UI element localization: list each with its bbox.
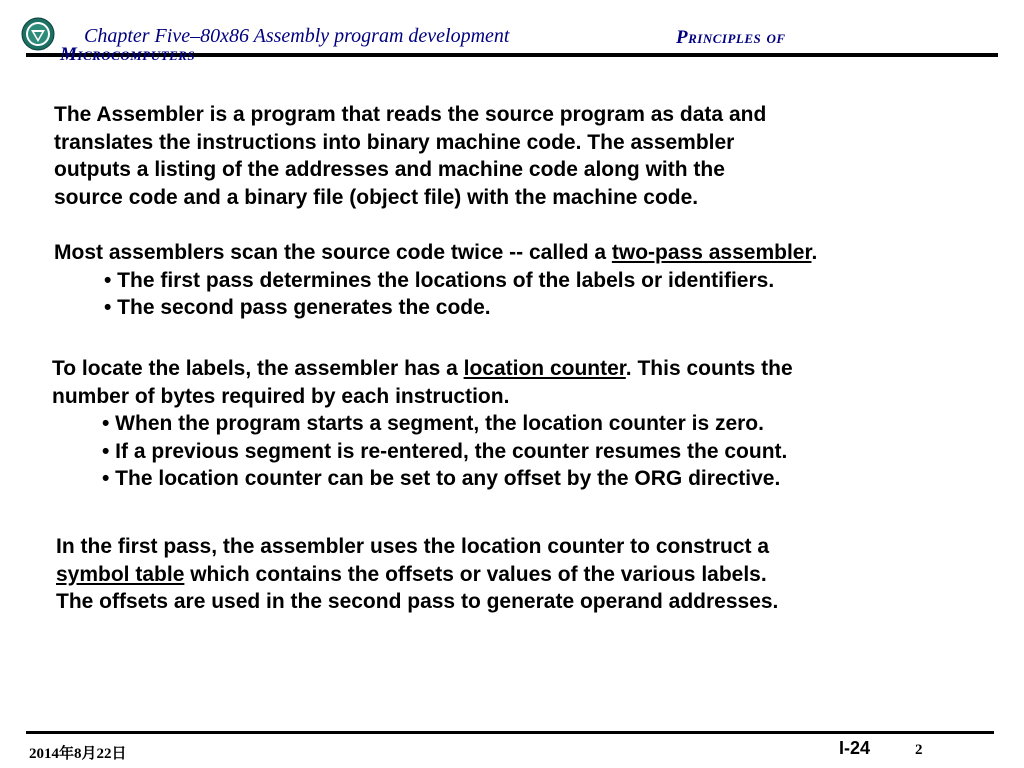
paragraph-line: outputs a listing of the addresses and machine code along with the xyxy=(54,158,725,181)
university-seal-icon xyxy=(21,17,55,51)
assembler-definition-paragraph xyxy=(54,101,766,211)
text-run: which contains the offsets or values of the various labels. xyxy=(184,562,767,586)
bullet-item: • The first pass determines the locations of the labels or identifiers. xyxy=(104,268,775,292)
two-pass-paragraph xyxy=(54,239,817,322)
course-name-line2: Microcomputers xyxy=(60,44,196,65)
symbol-table-paragraph xyxy=(56,533,778,616)
paragraph-line xyxy=(56,561,778,589)
paragraph-line xyxy=(52,355,793,383)
course-name-line1: Principles of xyxy=(676,27,786,48)
paragraph-line: In the first pass, the assembler uses the location counter to construct a xyxy=(56,535,770,558)
chapter-title: Chapter Five–80x86 Assembly program development xyxy=(84,25,510,47)
text-run: . xyxy=(811,241,818,264)
bullet-item: • If a previous segment is re-entered, the counter resumes the count. xyxy=(102,439,788,463)
bullet-item: • The location counter can be set to any offset by the ORG directive. xyxy=(102,467,781,490)
paragraph-line: translates the instructions into binary machine code. The assembler xyxy=(54,130,735,154)
text-run: Most assemblers scan the source code twice -- called a xyxy=(54,241,612,264)
paragraph-line: number of bytes required by each instruction. xyxy=(52,384,510,408)
text-run: To locate the labels, the assembler has a xyxy=(52,357,464,380)
footer-divider xyxy=(26,731,994,734)
footer-date: 2014年8月22日 xyxy=(29,746,127,762)
term-symbol-table: symbol table xyxy=(56,562,185,586)
paragraph-line: source code and a binary file (object file) with the machine code. xyxy=(54,185,699,209)
text-run: . This counts the xyxy=(625,357,793,380)
paragraph-line: The Assembler is a program that reads the source program as data and xyxy=(54,103,767,126)
bullet-item: • When the program starts a segment, the location counter is zero. xyxy=(102,412,764,435)
paragraph-line: The offsets are used in the second pass to generate operand addresses. xyxy=(56,590,779,613)
term-location-counter: location counter xyxy=(463,357,626,380)
footer-section-number: I-24 xyxy=(839,738,871,758)
term-two-pass-assembler: two-pass assembler xyxy=(611,241,812,264)
location-counter-paragraph xyxy=(52,355,793,493)
page-number: 2 xyxy=(915,742,923,758)
paragraph-line xyxy=(54,239,817,267)
bullet-item: • The second pass generates the code. xyxy=(104,296,491,319)
